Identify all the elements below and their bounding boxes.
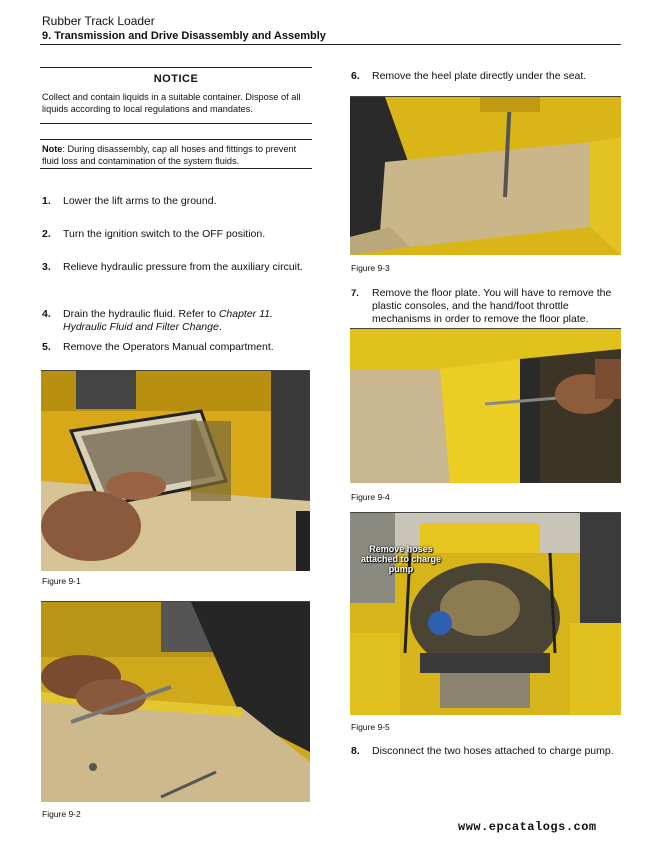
step-number: 7.	[351, 288, 359, 299]
step-number: 6.	[351, 70, 360, 82]
section-title: 9. Transmission and Drive Disassembly and Assembly	[42, 30, 326, 42]
note-text: : During disassembly, cap all hoses and fittings to prevent fluid loss and contamination of the system fluids.	[42, 144, 297, 166]
step-2	[42, 228, 312, 242]
figure-9-5-photo	[350, 512, 621, 715]
notice-body: Collect and contain liquids in a suitable container. Dispose of all liquids according to local regulations and mandates.	[42, 92, 301, 114]
step-number: 3.	[42, 261, 51, 273]
figure-9-5-caption: Figure 9-5	[351, 722, 390, 732]
step-text: Lower the lift arms to the ground.	[63, 195, 217, 207]
step-4	[42, 308, 312, 336]
note-bottom-rule	[40, 168, 312, 169]
figure-9-3-photo	[350, 96, 621, 255]
note-body	[42, 144, 310, 167]
figure-9-4-photo	[350, 328, 621, 483]
document-title: Rubber Track Loader	[42, 14, 155, 28]
step-7	[351, 287, 623, 327]
step-1	[42, 195, 312, 209]
chapter-reference: Chapter 11. Hydraulic Fluid and Filter Change	[63, 308, 273, 333]
step-8	[351, 745, 623, 773]
figure-9-5-annotation: Remove hoses attached to charge pump	[360, 544, 442, 574]
figure-9-4-caption: Figure 9-4	[351, 492, 390, 502]
notice-top-rule	[40, 67, 312, 68]
step-text: Relieve hydraulic pressure from the auxiliary circuit.	[63, 261, 303, 273]
figure-9-3-caption: Figure 9-3	[351, 263, 390, 273]
step-number: 5.	[42, 341, 51, 353]
notice-bottom-rule	[40, 123, 312, 124]
figure-9-1-caption: Figure 9-1	[42, 576, 81, 586]
step-text: Remove the Operators Manual compartment.	[63, 341, 274, 353]
figure-9-1-photo	[41, 370, 310, 571]
step-5	[42, 341, 312, 355]
figure-9-2-caption: Figure 9-2	[42, 809, 81, 819]
figure-9-2-photo	[41, 601, 310, 802]
step-6	[351, 70, 623, 84]
step-text: Turn the ignition switch to the OFF position.	[63, 228, 266, 240]
step-text: Remove the heel plate directly under the seat.	[372, 70, 587, 82]
step-text: Disconnect the two hoses attached to charge pump.	[372, 745, 614, 757]
step-number: 8.	[351, 745, 360, 757]
notice-title: NOTICE	[153, 73, 199, 85]
step-text: Remove the floor plate. You will have to remove the plastic consoles, and the hand/foot throttle mechanisms in order to remove the floor plate.	[372, 287, 612, 325]
step-text-end: .	[218, 321, 222, 333]
footer-url[interactable]: www.epcatalogs.com	[458, 820, 597, 834]
step-number: 2.	[42, 228, 51, 240]
header-rule	[40, 44, 621, 45]
step-number: 4.	[42, 308, 51, 320]
step-number: 1.	[42, 195, 51, 207]
step-text: Drain the hydraulic fluid. Refer to	[63, 308, 219, 320]
note-top-rule	[40, 139, 312, 140]
step-3	[42, 261, 312, 289]
note-label: Note	[42, 144, 63, 154]
